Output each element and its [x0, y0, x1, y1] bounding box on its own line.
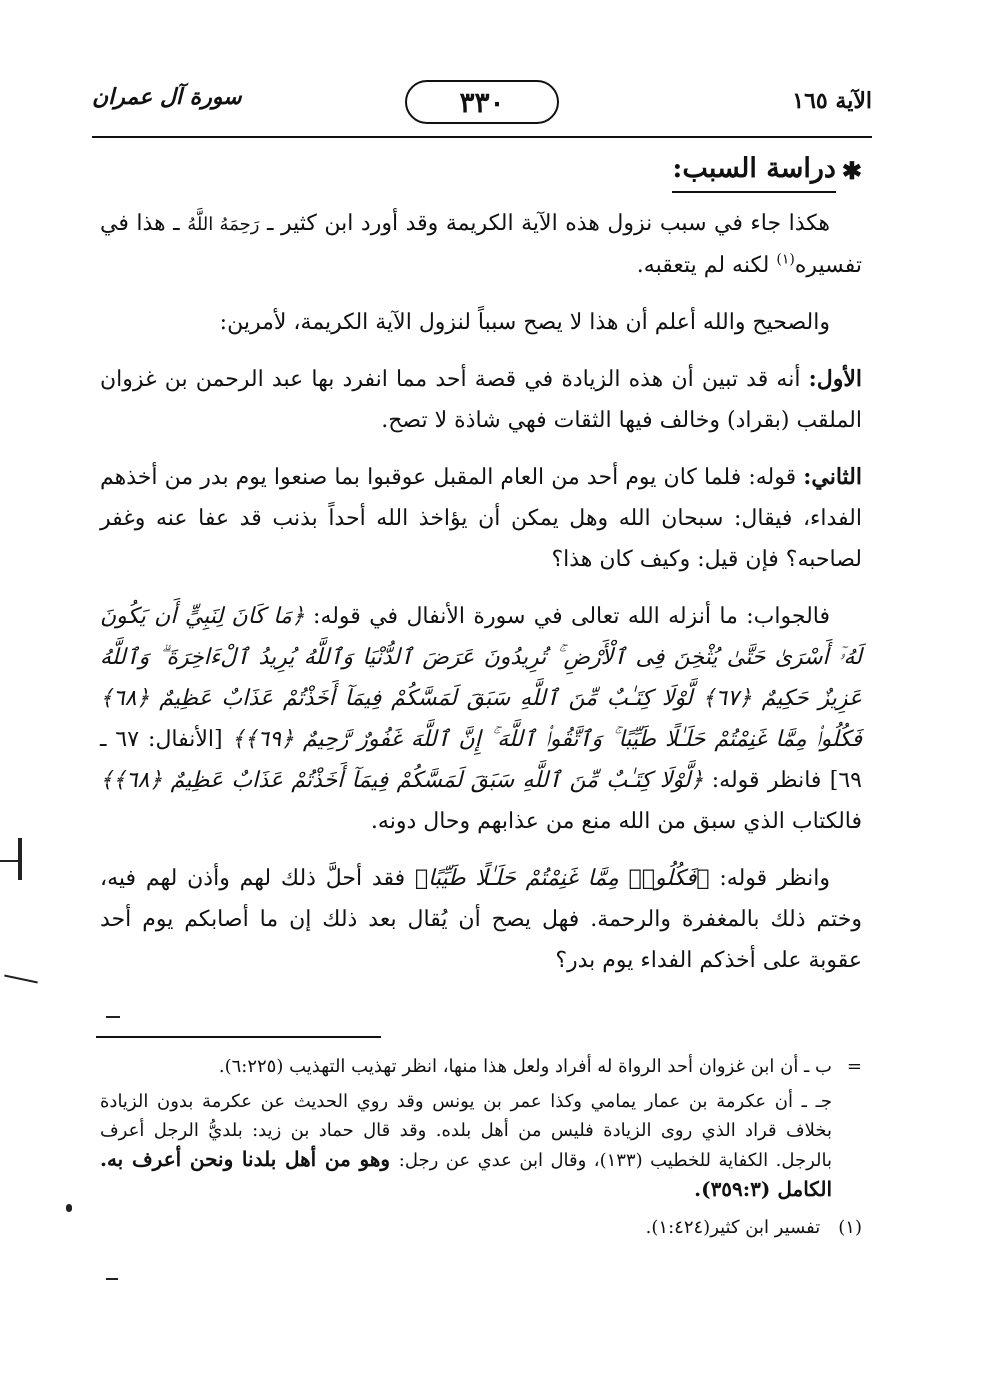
- paragraph-5-part-c: فالكتاب الذي سبق من الله منع من عذابهم وحال دونه.: [370, 809, 862, 834]
- footnote-divider: [96, 1036, 381, 1038]
- paragraph-3: [100, 359, 862, 441]
- paragraph-1-part-b: ـ هذا في تفسيره: [100, 211, 862, 278]
- paragraph-1: [100, 203, 862, 286]
- margin-scan-mark: [106, 1016, 120, 1018]
- footnote-1-number: (١): [838, 1217, 862, 1238]
- footnote-item-j-text: جـ ـ أن عكرمة بن عمار يمامي وكذا عمر بن يونس وقد روي الحديث عن عكرمة بدون الزيادة بخلاف قراد الذي روى الزيادة فليس من أهل بلده. وقد قال حماد بن زيد: بلديُّ الرجل أعرف بالرجل. الكفاية للخطيب (١٣٣)، وقال ابن عدي عن رجل:: [100, 1091, 832, 1171]
- main-text: [100, 148, 862, 997]
- paragraph-1-part-c: لكنه لم يتعقبه.: [636, 253, 777, 278]
- paragraph-2: والصحيح والله أعلم أن هذا لا يصح سبباً لنزول الآية الكريمة، لأمرين:: [219, 310, 830, 335]
- point-two-text: قوله: فلما كان يوم أحد من العام المقبل عوقبوا بما صنعوا يوم بدر من أخذهم الفداء، فيقال: سبحان الله وهل يمكن أن يؤاخذ الله أحداً بذنب قد عفا عنه وغفر لصاحبه؟ فإن قيل: وكيف كان هذا؟: [100, 465, 862, 572]
- margin-scan-mark: [106, 1278, 118, 1280]
- paragraph-5: [100, 596, 862, 842]
- point-two-lead: الثاني:: [803, 464, 862, 490]
- paragraph-6-part-b: فقد أحلَّ ذلك لهم وأذن لهم فيه، وختم ذلك بالمغفرة والرحمة. فهل يصح أن يُقال بعد ذلك إن ما أصابكم يوم أحد عقوبة على أخذكم الفداء يوم بدر؟: [100, 866, 862, 973]
- continuation-marker: =: [846, 1056, 862, 1077]
- header-ayah-label: الآية ١٦٥: [792, 88, 872, 114]
- margin-scan-mark: [0, 860, 20, 862]
- footnote-ref-1[interactable]: (١): [776, 251, 795, 268]
- header-surah-name: سورة آل عمران: [92, 84, 242, 110]
- section-title: دراسة السبب:: [672, 148, 836, 193]
- footnote-item-j-quote: وهو من أهل بلدنا ونحن أعرف به. الكامل (٣٥٩:٣).: [100, 1147, 832, 1201]
- footnotes: [100, 1052, 862, 1242]
- asterisk-icon: ✱: [841, 156, 862, 185]
- point-one-text: أنه قد تبين أن هذه الزيادة في قصة أحد مما انفرد بها عبد الرحمن بن غزوان الملقب (بقراد) وخالف فيها الثقات فهي شاذة لا تصح.: [100, 367, 862, 433]
- header-divider: [92, 136, 872, 138]
- paragraph-1-part-a: هكذا جاء في سبب نزول هذه الآية الكريمة وقد أورد ابن كثير ـ: [266, 211, 831, 236]
- margin-scan-mark: [66, 1204, 72, 1212]
- page-number: [405, 80, 559, 124]
- footnote-item-b: ب ـ أن ابن غزوان أحد الرواة له أفراد ولعل هذا منها، انظر تهذيب التهذيب (٦:٢٢٥).: [218, 1056, 832, 1077]
- point-one-lead: الأول:: [808, 366, 862, 392]
- paragraph-5-part-b: [الأنفال: ٦٧ ـ ٦٩] فانظر قوله:: [100, 727, 862, 793]
- page-number-text: ٣٣٠: [459, 85, 505, 119]
- honorific-glyph: رَحِمَهُ اللَّهُ: [187, 214, 260, 235]
- page-header: [92, 78, 872, 128]
- quran-quote-anfal-69: ﴿فَكُلُوا۟ مِمَّا غَنِمْتُمْ حَلَـٰلًا طَيِّبًا﴾: [414, 866, 710, 891]
- footnote-continuation: [100, 1052, 862, 1211]
- footnote-1: [100, 1213, 862, 1242]
- paragraph-5-part-a: فالجواب: ما أنزله الله تعالى في سورة الأنفال في قوله:: [304, 604, 830, 629]
- paragraph-4: [100, 457, 862, 580]
- footnote-continuation-body: [100, 1052, 832, 1211]
- quran-quote-anfal-67-69: ﴿مَا كَانَ لِنَبِيٍّ أَن يَكُونَ لَهُۥٓ أَسْرَىٰ حَتَّىٰ يُثْخِنَ فِى ٱلْأَرْضِ ۚ تُرِيدُونَ عَرَضَ ٱلدُّنْيَا وَٱللَّهُ يُرِيدُ ٱلْءَاخِرَةَ ۗ وَٱللَّهُ عَزِيزٌ حَكِيمٌ ﴿٦٧﴾ لَّوْلَا كِتَـٰبٌ مِّنَ ٱللَّهِ سَبَقَ لَمَسَّكُمْ فِيمَآ أَخَذْتُمْ عَذَابٌ عَظِيمٌ ﴿٦٨﴾ فَكُلُوا۟ مِمَّا غَنِمْتُمْ حَلَـٰلًا طَيِّبًا ۚ وَٱتَّقُوا۟ ٱللَّهَ ۚ إِنَّ ٱللَّهَ غَفُورٌ رَّحِيمٌ ﴿٦٩﴾﴾: [100, 604, 863, 752]
- paragraph-6-part-a: وانظر قوله:: [709, 866, 831, 891]
- quran-quote-anfal-68: ﴿لَّوْلَا كِتَـٰبٌ مِّنَ ٱللَّهِ سَبَقَ لَمَسَّكُمْ فِيمَآ أَخَذْتُمْ عَذَابٌ عَظِيمٌ ﴿٦٨﴾﴾: [100, 768, 704, 793]
- margin-scan-mark: [18, 838, 22, 880]
- section-heading: [100, 148, 862, 193]
- paragraph-6: [100, 858, 862, 981]
- margin-scan-mark: [4, 974, 38, 983]
- footnote-item-j: [100, 1087, 832, 1205]
- footnote-1-text: تفسير ابن كثير(١:٤٢٤).: [645, 1217, 821, 1238]
